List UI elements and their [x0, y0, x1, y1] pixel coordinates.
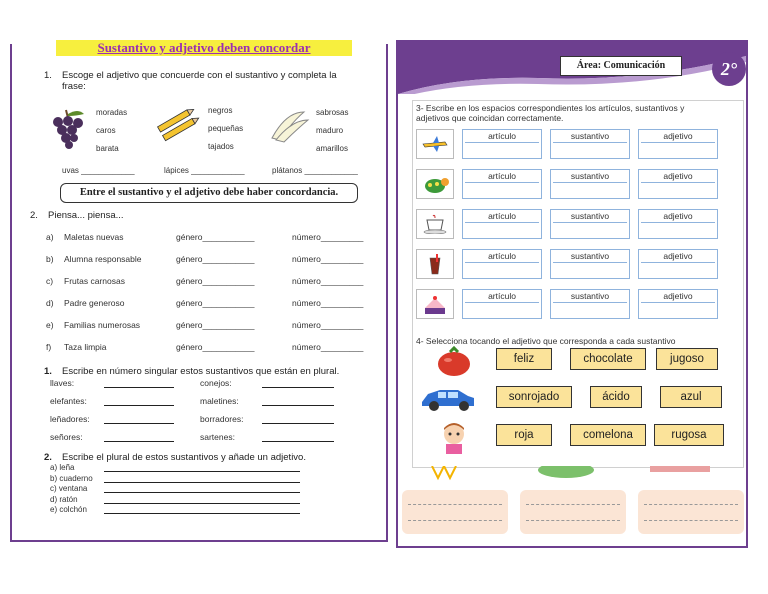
- blank-uvas[interactable]: uvas ____________: [62, 166, 135, 175]
- grid-cell-input[interactable]: [641, 142, 715, 156]
- q1-number: 1.: [44, 70, 52, 81]
- q2-genero-blank[interactable]: género___________: [176, 320, 255, 330]
- drink-icon: [417, 250, 453, 281]
- plural-answer-line[interactable]: [104, 495, 300, 504]
- grid-cell-label: adjetivo: [663, 211, 693, 221]
- grid-cell-adjetivo[interactable]: [638, 209, 718, 239]
- grid-cell-articulo[interactable]: [462, 129, 542, 159]
- q3-number: 1.: [44, 366, 52, 377]
- grid-cell-input[interactable]: [641, 222, 715, 236]
- grid-cell-label: artículo: [488, 211, 516, 221]
- singular-word: elefantes:: [50, 396, 87, 406]
- grid-cell-input[interactable]: [465, 262, 539, 276]
- q2-letter: b): [46, 254, 54, 264]
- grid-cell-input[interactable]: [641, 182, 715, 196]
- singular-answer-line[interactable]: [262, 432, 334, 442]
- q2-numero-blank[interactable]: número_________: [292, 342, 364, 352]
- turtle-icon: [417, 170, 453, 201]
- q2-letter: f): [46, 342, 52, 352]
- grid-cell-adjetivo[interactable]: [638, 129, 718, 159]
- adjective-chip[interactable]: ácido: [590, 386, 642, 408]
- adjective-chip[interactable]: roja: [496, 424, 552, 446]
- q2-numero-blank[interactable]: número_________: [292, 276, 364, 286]
- bananas-icon: [266, 108, 310, 144]
- adjective-chip[interactable]: feliz: [496, 348, 552, 370]
- q2-noun-phrase: Familias numerosas: [64, 320, 141, 330]
- row-image: [416, 169, 454, 199]
- singular-answer-line[interactable]: [104, 432, 174, 442]
- q2-noun-phrase: Frutas carnosas: [64, 276, 125, 286]
- singular-word: señores:: [50, 432, 83, 442]
- adjective-chip[interactable]: sonrojado: [496, 386, 572, 408]
- q2-genero-blank[interactable]: género___________: [176, 342, 255, 352]
- grid-cell-input[interactable]: [553, 142, 627, 156]
- q4-number: 2.: [44, 452, 52, 463]
- q2-numero-blank[interactable]: número_________: [292, 298, 364, 308]
- q2-genero-blank[interactable]: género___________: [176, 232, 255, 242]
- singular-word: sartenes:: [200, 432, 235, 442]
- adjective-chip[interactable]: jugoso: [656, 348, 718, 370]
- grid-cell-input[interactable]: [465, 182, 539, 196]
- grid-cell-label: artículo: [488, 251, 516, 261]
- plural-answer-line[interactable]: [104, 463, 300, 472]
- grid-cell-label: sustantivo: [570, 211, 610, 221]
- grid-cell-label: artículo: [488, 131, 516, 141]
- q2-numero-blank[interactable]: número_________: [292, 232, 364, 242]
- q2-letter: a): [46, 232, 54, 242]
- grid-cell-input[interactable]: [553, 302, 627, 316]
- q3-instructions: 3- Escribe en los espacios correspondientes los artículos, sustantivos y: [416, 103, 685, 113]
- grid-cell-sustantivo[interactable]: [550, 289, 630, 319]
- row-image: [416, 249, 454, 279]
- q2-letter: c): [46, 276, 54, 286]
- q2-numero-blank[interactable]: número_________: [292, 320, 364, 330]
- q1-prompt: Escoge el adjetivo que concuerde con el sustantivo y completa la: [62, 70, 337, 81]
- singular-word: borradores:: [200, 414, 244, 424]
- q2-genero-blank[interactable]: género___________: [176, 254, 255, 264]
- word: barata: [96, 144, 119, 153]
- word: tajados: [208, 142, 234, 151]
- q2-letter: d): [46, 298, 54, 308]
- grid-cell-input[interactable]: [465, 142, 539, 156]
- q3-instructions-2: adjetivos que coincidan correctamente.: [416, 113, 564, 123]
- area-label: Área: Comunicación: [560, 56, 682, 76]
- grid-cell-adjetivo[interactable]: [638, 289, 718, 319]
- plural-item: e) colchón: [50, 505, 87, 514]
- cake-icon: [417, 290, 453, 321]
- blank-lapices[interactable]: lápices ____________: [164, 166, 245, 175]
- rule-box: Entre el sustantivo y el adjetivo debe haber concordancia.: [60, 183, 358, 203]
- sun-icon: [430, 466, 458, 482]
- grid-cell-articulo[interactable]: [462, 169, 542, 199]
- singular-word: conejos:: [200, 378, 232, 388]
- grid-cell-label: sustantivo: [570, 291, 610, 301]
- singular-answer-line[interactable]: [262, 414, 334, 424]
- q2-noun-phrase: Taza limpia: [64, 342, 107, 352]
- grid-cell-input[interactable]: [553, 182, 627, 196]
- plural-answer-line[interactable]: [104, 505, 300, 514]
- singular-answer-line[interactable]: [104, 414, 174, 424]
- grid-cell-label: artículo: [488, 291, 516, 301]
- adjective-chip[interactable]: chocolate: [570, 348, 646, 370]
- grapes-icon: [44, 108, 90, 150]
- page-title: Sustantivo y adjetivo deben concordar: [56, 40, 352, 56]
- grid-cell-label: adjetivo: [663, 291, 693, 301]
- grid-cell-label: sustantivo: [570, 131, 610, 141]
- q1-prompt-2: frase:: [62, 81, 86, 92]
- grid-cell-input[interactable]: [553, 222, 627, 236]
- adjective-chip[interactable]: comelona: [570, 424, 646, 446]
- q2-noun-phrase: Padre generoso: [64, 298, 125, 308]
- plural-item: a) leña: [50, 463, 75, 472]
- grade-badge: 2°: [712, 52, 746, 86]
- grid-cell-articulo[interactable]: [462, 209, 542, 239]
- word: amarillos: [316, 144, 349, 153]
- singular-word: llaves:: [50, 378, 75, 388]
- row-image: [416, 289, 454, 319]
- singular-answer-line[interactable]: [104, 378, 174, 388]
- grid-cell-label: adjetivo: [663, 131, 693, 141]
- grid-cell-input[interactable]: [553, 262, 627, 276]
- adjective-chip[interactable]: rugosa: [654, 424, 724, 446]
- q2-genero-blank[interactable]: género___________: [176, 276, 255, 286]
- tomato-icon: [434, 344, 474, 383]
- q2-numero-blank[interactable]: número_________: [292, 254, 364, 264]
- word: maduro: [316, 126, 344, 135]
- grid-cell-sustantivo[interactable]: [550, 249, 630, 279]
- decor-icon: [650, 466, 730, 478]
- q2-letter: e): [46, 320, 54, 330]
- grid-cell-sustantivo[interactable]: [550, 169, 630, 199]
- grid-cell-label: artículo: [488, 171, 516, 181]
- answer-box-1[interactable]: [402, 490, 508, 534]
- grid-cell-input[interactable]: [465, 222, 539, 236]
- row-image: [416, 209, 454, 239]
- q2-noun-phrase: Maletas nuevas: [64, 232, 124, 242]
- word: moradas: [96, 108, 128, 117]
- word: caros: [96, 126, 116, 135]
- cup-icon: [417, 210, 453, 239]
- grid-cell-label: sustantivo: [570, 171, 610, 181]
- grid-cell-label: adjetivo: [663, 251, 693, 261]
- grid-cell-input[interactable]: [641, 262, 715, 276]
- plural-answer-line[interactable]: [104, 484, 300, 493]
- grid-cell-label: adjetivo: [663, 171, 693, 181]
- grid-cell-adjetivo[interactable]: [638, 249, 718, 279]
- girl-icon: [434, 420, 474, 459]
- plural-item: d) ratón: [50, 494, 78, 504]
- plural-item: c) ventana: [50, 484, 88, 493]
- airplane-icon: [417, 130, 453, 159]
- q2-number: 2.: [30, 210, 38, 221]
- singular-word: maletines:: [200, 396, 239, 406]
- singular-word: leñadores:: [50, 414, 90, 424]
- singular-answer-line[interactable]: [104, 396, 174, 406]
- pencils-icon: [156, 108, 202, 144]
- grid-cell-input[interactable]: [641, 302, 715, 316]
- grid-cell-articulo[interactable]: [462, 289, 542, 319]
- grid-cell-sustantivo[interactable]: [550, 209, 630, 239]
- grid-cell-articulo[interactable]: [462, 249, 542, 279]
- row-image: [416, 129, 454, 159]
- grid-cell-label: sustantivo: [570, 251, 610, 261]
- adjective-chip[interactable]: azul: [660, 386, 722, 408]
- q2-genero-blank[interactable]: género___________: [176, 298, 255, 308]
- blank-platanos[interactable]: plátanos ____________: [272, 166, 358, 175]
- q3-prompt: Escribe en número singular estos sustantivos que están en plural.: [62, 366, 340, 377]
- grid-cell-adjetivo[interactable]: [638, 169, 718, 199]
- q2-noun-phrase: Alumna responsable: [64, 254, 142, 264]
- grid-cell-input[interactable]: [465, 302, 539, 316]
- plural-answer-line[interactable]: [104, 474, 300, 483]
- q2-prompt: Piensa... piensa...: [48, 210, 124, 221]
- q4-instructions: 4- Selecciona tocando el adjetivo que corresponda a cada sustantivo: [416, 336, 676, 346]
- leaf-icon: [536, 466, 596, 480]
- plural-item: b) cuaderno: [50, 473, 93, 483]
- word: pequeñas: [208, 124, 244, 133]
- answer-box-3[interactable]: [638, 490, 744, 534]
- car-icon: [418, 382, 478, 417]
- word: negros: [208, 106, 233, 115]
- q4-prompt: Escribe el plural de estos sustantivos y añade un adjetivo.: [62, 452, 306, 463]
- grid-cell-sustantivo[interactable]: [550, 129, 630, 159]
- singular-answer-line[interactable]: [262, 378, 334, 388]
- word: sabrosas: [316, 108, 349, 117]
- answer-box-2[interactable]: [520, 490, 626, 534]
- singular-answer-line[interactable]: [262, 396, 334, 406]
